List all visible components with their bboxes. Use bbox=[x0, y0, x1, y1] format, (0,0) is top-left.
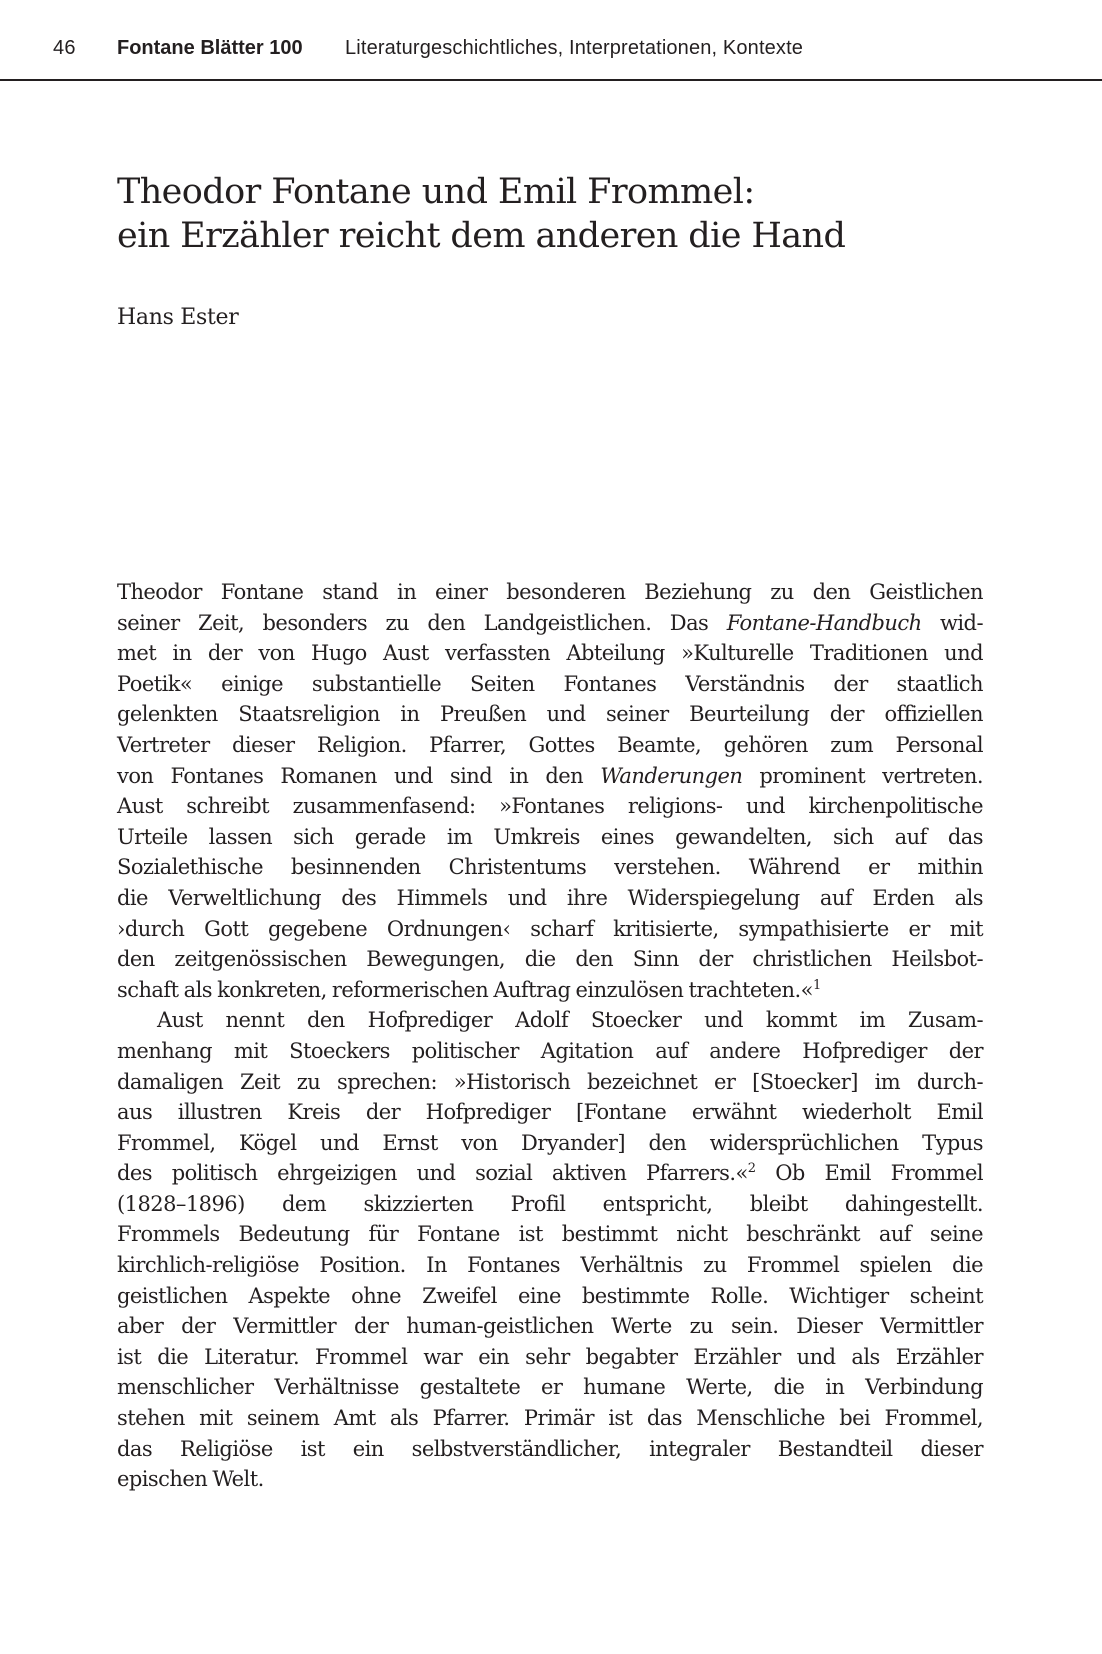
text-segment: epischen Welt. bbox=[117, 1467, 264, 1492]
text-line bbox=[117, 608, 983, 639]
text-segment: Theodor Fontane stand in einer besonderen Beziehung zu den Geistlichen bbox=[117, 580, 983, 604]
text-line bbox=[117, 1067, 983, 1098]
text-line bbox=[117, 822, 983, 853]
page-number: 46 bbox=[53, 37, 76, 59]
text-line bbox=[117, 1005, 983, 1036]
text-segment: den zeitgenössischen Bewegungen, die den Sinn der christlichen Heilsbot- bbox=[117, 947, 983, 972]
text-line bbox=[117, 914, 983, 945]
text-segment: die Verweltlichung des Himmels und ihre Widerspiegelung auf Erden als bbox=[117, 885, 983, 910]
text-line bbox=[117, 1311, 983, 1342]
text-segment: kirchlich-religiöse Position. In Fontanes Verhältnis zu Frommel spielen die bbox=[117, 1253, 983, 1278]
text-line bbox=[117, 975, 983, 1006]
text-line bbox=[117, 883, 983, 914]
text-segment: schaft als konkreten, reformerischen Auftrag einzulösen trachteten.« bbox=[117, 977, 813, 1002]
text-segment: ›durch Gott gegebene Ordnungen‹ scharf kritisierte, sympathisierte er mit bbox=[117, 916, 983, 941]
text-segment: Poetik« einige substantielle Seiten Fontanes Verständnis der staatlich bbox=[117, 671, 983, 696]
text-line bbox=[117, 1128, 983, 1159]
text-segment: stehen mit seinem Amt als Pfarrer. Primär ist das Menschliche bei Frommel, bbox=[117, 1406, 983, 1431]
text-segment: Vertreter dieser Religion. Pfarrer, Gottes Beamte, gehören zum Personal bbox=[117, 732, 983, 757]
text-segment: Aust schreibt zusammenfasend: »Fontanes religions- und kirchenpolitische bbox=[117, 794, 983, 819]
text-line bbox=[117, 761, 983, 792]
text-line bbox=[117, 699, 983, 730]
paragraph bbox=[117, 1005, 983, 1495]
text-line bbox=[117, 791, 983, 822]
paragraph bbox=[117, 577, 983, 1005]
text-line bbox=[117, 1036, 983, 1067]
text-line bbox=[117, 577, 983, 608]
article-body bbox=[117, 577, 983, 1495]
text-line bbox=[117, 1403, 983, 1434]
italic-title: Wanderungen bbox=[600, 763, 743, 788]
text-line bbox=[117, 1372, 983, 1403]
text-segment: menschlicher Verhältnisse gestaltete er humane Werte, die in Verbindung bbox=[117, 1375, 983, 1400]
journal-title: Fontane Blätter 100 bbox=[117, 37, 303, 59]
text-line bbox=[117, 944, 983, 975]
text-line bbox=[117, 1250, 983, 1281]
text-segment: wid- bbox=[921, 610, 983, 635]
article-title-line-2: ein Erzähler reicht dem anderen die Hand bbox=[117, 216, 846, 256]
text-segment: Aust nennt den Hofprediger Adolf Stoecker und kommt im Zusam- bbox=[157, 1008, 983, 1033]
text-segment: des politisch ehrgeizigen und sozial aktiven Pfarrers.« bbox=[117, 1161, 748, 1186]
footnote-marker[interactable]: 2 bbox=[747, 1161, 756, 1177]
footnote-marker[interactable]: 1 bbox=[812, 977, 821, 993]
text-line bbox=[117, 1189, 983, 1220]
text-line bbox=[117, 1342, 983, 1373]
article-title bbox=[117, 170, 845, 258]
text-segment: prominent vertreten. bbox=[742, 763, 983, 788]
text-segment: das Religiöse ist ein selbstverständlicher, integraler Bestandteil dieser bbox=[117, 1436, 983, 1461]
article-author: Hans Ester bbox=[117, 305, 239, 330]
text-line bbox=[117, 1281, 983, 1312]
text-line bbox=[117, 852, 983, 883]
text-segment: Sozialethische besinnenden Christentums verstehen. Während er mithin bbox=[117, 855, 983, 880]
text-segment: aus illustren Kreis der Hofprediger [Fontane erwähnt wiederholt Emil bbox=[117, 1100, 983, 1125]
article-title-line-1: Theodor Fontane und Emil Frommel: bbox=[117, 172, 755, 212]
text-segment: seiner Zeit, besonders zu den Landgeistlichen. Das bbox=[117, 610, 727, 635]
text-line bbox=[117, 1434, 983, 1465]
text-segment: geistlichen Aspekte ohne Zweifel eine bestimmte Rolle. Wichtiger scheint bbox=[117, 1283, 983, 1308]
text-segment: Urteile lassen sich gerade im Umkreis eines gewandelten, sich auf das bbox=[117, 824, 983, 849]
text-segment: menhang mit Stoeckers politischer Agitation auf andere Hofprediger der bbox=[117, 1038, 983, 1063]
text-line bbox=[117, 1097, 983, 1128]
italic-title: Fontane-Handbuch bbox=[726, 610, 922, 635]
section-title: Literaturgeschichtliches, Interpretationen, Kontexte bbox=[345, 37, 804, 59]
text-segment: aber der Vermittler der human-geistlichen Werte zu sein. Dieser Vermittler bbox=[117, 1314, 983, 1339]
text-segment: (1828–1896) dem skizzierten Profil entspricht, bleibt dahingestellt. bbox=[117, 1191, 983, 1216]
text-segment: von Fontanes Romanen und sind in den bbox=[117, 763, 601, 788]
text-segment: damaligen Zeit zu sprechen: »Historisch bezeichnet er [Stoecker] im durch- bbox=[117, 1069, 983, 1094]
running-head bbox=[0, 0, 1102, 81]
text-line bbox=[117, 1464, 983, 1495]
text-segment: gelenkten Staatsreligion in Preußen und seiner Beurteilung der offiziellen bbox=[117, 702, 983, 727]
text-segment: Frommels Bedeutung für Fontane ist bestimmt nicht beschränkt auf seine bbox=[117, 1222, 983, 1247]
text-line bbox=[117, 669, 983, 700]
text-segment: Frommel, Kögel und Ernst von Dryander] den widersprüchlichen Typus bbox=[117, 1130, 983, 1155]
text-segment: met in der von Hugo Aust verfassten Abteilung »Kulturelle Traditionen und bbox=[117, 641, 983, 666]
text-line bbox=[117, 1158, 983, 1189]
text-segment: Ob Emil Frommel bbox=[755, 1161, 983, 1186]
text-segment: ist die Literatur. Frommel war ein sehr begabter Erzähler und als Erzähler bbox=[117, 1344, 983, 1369]
text-line bbox=[117, 1219, 983, 1250]
text-line bbox=[117, 638, 983, 669]
text-line bbox=[117, 730, 983, 761]
